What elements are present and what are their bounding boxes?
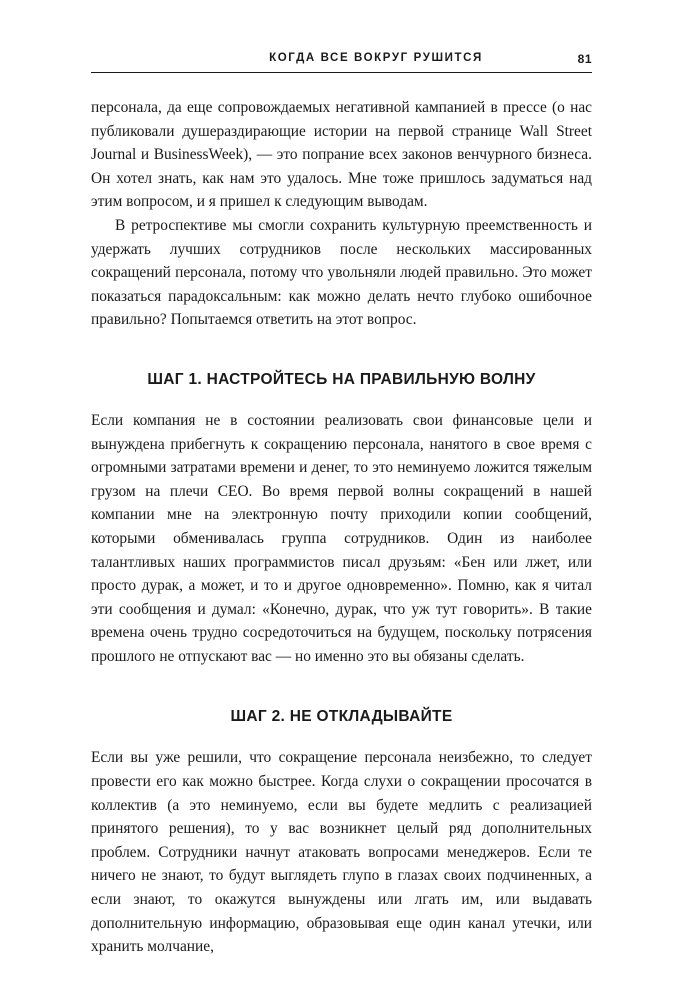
page-body: [91, 96, 592, 959]
section-heading-step-1: ШАГ 1. НАСТРОЙТЕСЬ НА ПРАВИЛЬНУЮ ВОЛНУ: [147, 370, 536, 388]
paragraph-1: персонала, да еще сопровождаемых негативной кампанией в прессе (о нас публиковали душераздирающие истории на первой странице Wall Street Journal и BusinessWeek), — это попрание всех законов венчурного бизнеса. Он хотел знать, как нам это удалось. Мне тоже пришлось задуматься над этим вопросом, и я пришел к следующим выводам.: [91, 99, 592, 211]
paragraph-3: Если компания не в состоянии реализовать свои финансовые цели и вынуждена прибегнуть к сокращению персонала, нанятого в свое время с огромными затратами времени и денег, то это неминуемо ложится тяжелым грузом на плечи CEO. Во время первой волны сокращений в нашей компании мне на электронную почту приходили копии сообщений, которыми обменивалась группа сотрудников. Один из наиболее талантливых наших программистов писал друзьям: «Бен или лжет, или просто дурак, а может, и то и другое одновременно». Помню, как я читал эти сообщения и думал: «Конечно, дурак, что уж тут говорить». В такие времена очень трудно сосредоточиться на будущем, поскольку потрясения прошлого не отпускают вас — но именно это вы обязаны сделать.: [91, 411, 592, 665]
paragraph-2: В ретроспективе мы смогли сохранить культурную преемственность и удержать лучших сотрудников после нескольких массированных сокращений персонала, потому что увольняли людей правильно. Это может показаться парадоксальным: как можно делать нечто глубоко ошибочное правильно? Попытаемся ответить на этот вопрос.: [91, 216, 592, 329]
page-number: 81: [577, 52, 592, 66]
paragraph-4: Если вы уже решили, что сокращение персонала неизбежно, то следует провести его как можно быстрее. Когда слухи о сокращении просочатся в коллектив (а это неминуемо, если вы будете медлить с реализацией принятого решения), то у вас возникнет целый ряд дополнительных проблем. Сотрудники начнут атаковать вопросами менеджеров. Если те ничего не знают, то будут выглядеть глупо в глазах своих подчиненных, а если знают, то окажутся вынуждены или лгать им, или выдавать дополнительную информацию, образовывая еще один канал утечки, или хранить молчание,: [91, 749, 592, 956]
running-title: КОГДА ВСЕ ВОКРУГ РУШИТСЯ: [269, 52, 483, 64]
section-heading-step-2: ШАГ 2. НЕ ОТКЛАДЫВАЙТЕ: [230, 708, 453, 726]
running-header: [91, 52, 592, 73]
